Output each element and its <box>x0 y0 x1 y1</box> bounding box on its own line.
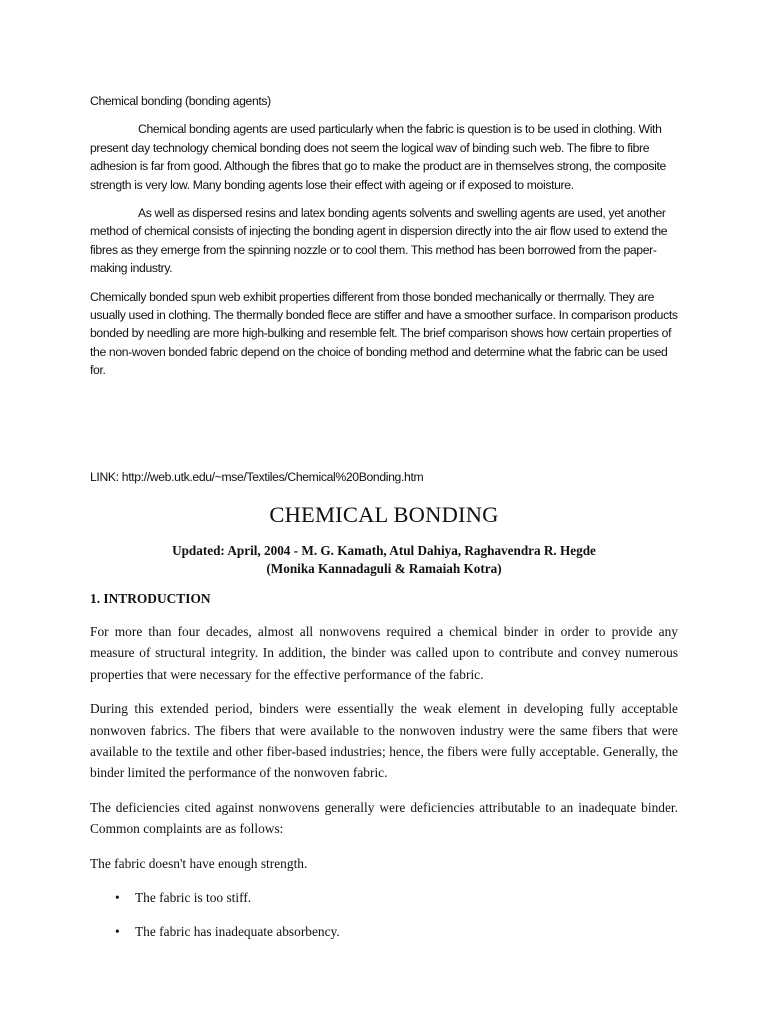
paragraph: Chemical bonding agents are used particularly when the fabric is question is to be used in clothing. With present day technology chemical bonding does not seem the logical wav of binding such web. The fibre to fibre adhesion is far from good. Although the fibres that go to make the product are in themselves strong, the composite strength is very low. Many bonding agents lose their effect with ageing or if exposed to moisture. <box>90 122 666 192</box>
top-section <box>90 92 678 390</box>
byline-contributors: (Monika Kannadaguli & Ramaiah Kotra) <box>266 561 502 576</box>
section-title: Chemical bonding (bonding agents) <box>90 94 271 108</box>
bullet-icon: • <box>115 924 120 940</box>
paragraph: As well as dispersed resins and latex bonding agents solvents and swelling agents are used, yet another method of chemical consists of injecting the bonding agent in dispersion directly into the air flow used to extend the fibres as they emerge from the spinning nozzle or to cool them. This method has been borrowed from the paper-making industry. <box>90 206 668 276</box>
byline <box>90 542 678 578</box>
paragraph: The fabric doesn't have enough strength. <box>90 855 308 871</box>
bullet-icon: • <box>115 890 120 906</box>
paragraph: For more than four decades, almost all nonwovens required a chemical binder in order to provide any measure of structural integrity. In addition, the binder was called upon to contribute and convey numerous properties that were necessary for the effective performance of the fabric. <box>90 624 678 682</box>
article <box>90 500 678 943</box>
paragraph: Chemically bonded spun web exhibit properties different from those bonded mechanically or thermally. They are usually used in clothing. The thermally bonded flece are stiffer and have a smoother surface. In comparison products bonded by needling are more high-bulking and resemble felt. The brief comparison shows how certain properties of the non-woven bonded fabric depend on the choice of bonding method and determine what the fabric can be used for. <box>90 289 678 378</box>
list-item-text: The fabric is too stiff. <box>135 890 252 906</box>
article-body <box>90 621 678 943</box>
list-item <box>90 887 678 908</box>
introduction-heading: 1. INTRODUCTION <box>90 591 211 606</box>
article-title: CHEMICAL BONDING <box>269 502 499 527</box>
paragraph: During this extended period, binders were essentially the weak element in developing fully acceptable nonwoven fabrics. The fibers that were available to the nonwoven industry were the same fibers that were available to the textile and other fiber-based industries; hence, the fibers were fully acceptable. Generally, the binder limited the performance of the nonwoven fabric. <box>90 701 678 781</box>
list-item-text: The fabric has inadequate absorbency. <box>135 924 340 940</box>
paragraph: The deficiencies cited against nonwovens generally were deficiencies attributable to an inadequate binder. Common complaints are as follows: <box>90 799 678 837</box>
source-link: LINK: http://web.utk.edu/~mse/Textiles/Chemical%20Bonding.htm <box>90 470 424 484</box>
list-item <box>90 921 678 942</box>
complaint-list <box>90 887 678 943</box>
byline-authors: Updated: April, 2004 - M. G. Kamath, Atul Dahiya, Raghavendra R. Hegde <box>172 543 596 558</box>
